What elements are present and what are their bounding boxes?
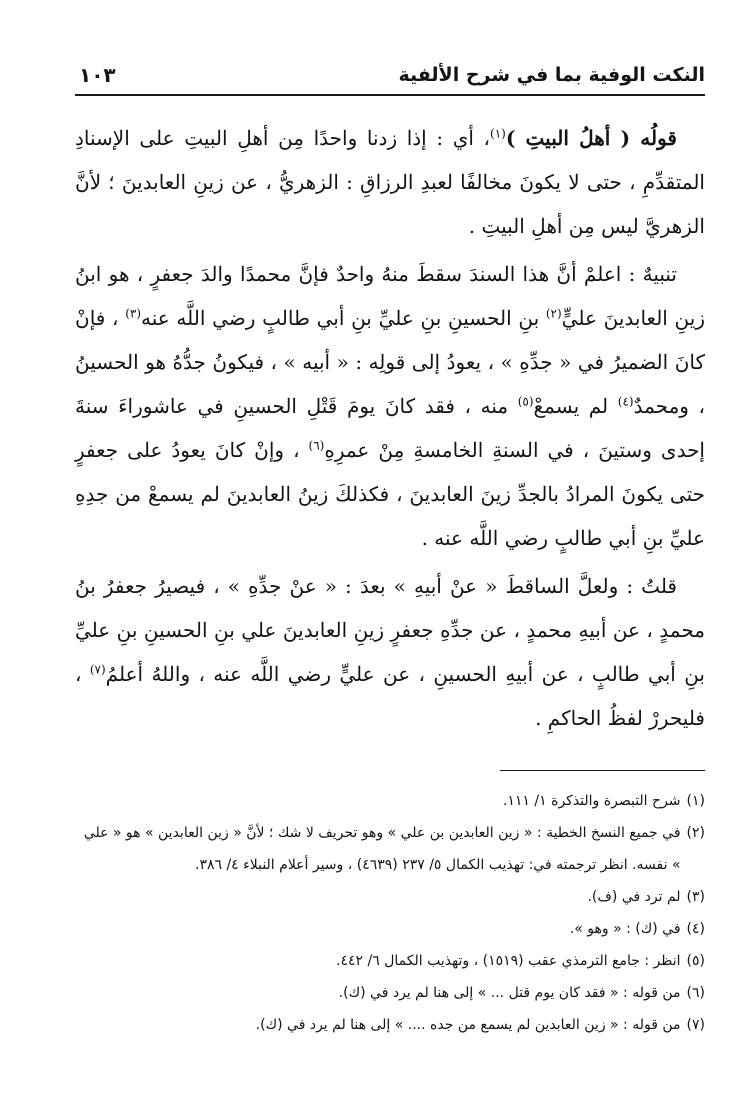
paragraph-text: تنبيهٌ : اعلمْ أنَّ هذا السندَ سقطَ منهُ واحدٌ فإنَّ محمدًا والدَ جعفرٍ ، هو ابنُ زينِ العابدينَ عليٍّ — [75, 262, 705, 330]
footnote-number: (٤) — [686, 921, 705, 937]
footnote-divider — [500, 770, 705, 771]
book-page — [75, 56, 705, 1041]
footnote — [75, 817, 705, 881]
main-text — [75, 116, 705, 740]
footnote-ref: (٢) — [545, 306, 562, 321]
paragraph — [75, 116, 705, 248]
footnote-number: (٦) — [686, 985, 705, 1001]
footnote-ref: (٣) — [125, 306, 142, 321]
footnote — [75, 1009, 705, 1041]
footnote-ref: (١) — [490, 126, 506, 141]
paragraph-text: بنِ الحسينِ بنِ عليِّ بنِ أبي طالبٍ رضي اللَّه عنه — [141, 306, 546, 330]
paragraph — [75, 252, 705, 560]
footnote-ref: (٦) — [308, 438, 325, 453]
footnote — [75, 913, 705, 945]
footnote — [75, 945, 705, 977]
paragraph-text: ، وإنْ كانَ يعودُ على جعفرٍ حتى يكونَ المرادُ بالجدِّ زينَ العابدينَ ، فكذلكَ زينُ العابدينَ لم يسمعْ من جدِهِ عليِّ بنِ أبي طالبٍ رضي اللَّه عنه . — [75, 438, 705, 550]
footnote-text: من قوله : « زين العابدين لم يسمع من جده .... » إلى هنا لم يرد في (ك). — [255, 1017, 681, 1033]
footnote-number: (١) — [686, 793, 705, 809]
running-title: النكت الوفية بما في شرح الألفية — [398, 64, 705, 86]
running-header — [75, 56, 705, 96]
footnote-text: شرح التبصرة والتذكرة ١/ ١١١. — [502, 793, 681, 809]
page-number: ١٠٣ — [79, 63, 116, 87]
paragraph-text: ، فليحررْ لفظُ الحاكمِ . — [75, 662, 705, 730]
footnote-number: (٣) — [686, 889, 705, 905]
footnotes — [75, 785, 705, 1041]
footnote-ref: (٧) — [89, 662, 106, 677]
footnote-number: (٧) — [686, 1017, 705, 1033]
paragraph-text: ، فإنْ كانَ الضميرُ في « جدِّهِ » ، يعودُ إلى قولِه : « أبيه » ، فيكونُ جدُّهُ هو الحسينُ ، ومحمدٌ — [75, 306, 706, 418]
footnote-text: في جميع النسخ الخطية : « زين العابدين بن علي » وهو تحريف لا شك ؛ لأنَّ « زين العابدين » هو « علي » نفسه. انظر ترجمته في: تهذيب الكمال ٥/ ٢٣٧ (٤٦٣٩) ، وسير أعلام النبلاء ٤/ ٣٨٦. — [83, 825, 681, 873]
footnote-ref: (٥) — [517, 394, 534, 409]
footnote-text: انظر : جامع الترمذي عقب (١٥١٩) ، وتهذيب الكمال ٦/ ٤٤٢. — [336, 953, 681, 969]
footnote-number: (٢) — [686, 825, 705, 841]
lemma-heading: قولُه ( أهلُ البيتِ ) — [505, 126, 677, 150]
footnote — [75, 881, 705, 913]
paragraph-text: لم يسمعْ — [533, 394, 618, 418]
paragraph — [75, 564, 705, 740]
footnote-ref: (٤) — [617, 394, 634, 409]
footnote-text: من قوله : « فقد كان يوم قتل ... » إلى هنا لم يرد في (ك). — [338, 985, 681, 1001]
footnote-number: (٥) — [686, 953, 705, 969]
footnote-text: لم ترد في (ف). — [587, 889, 681, 905]
paragraph-text: ، أي : إذا زدنا واحدًا مِن أهلِ البيتِ على الإسنادِ المتقدِّمِ ، حتى لا يكونَ مخالفًا لعبدِ الرزاقِ : الزهريُّ ، عن زينِ العابدينَ ؛ لأنَّ الزهريَّ ليس مِن أهلِ البيتِ . — [75, 126, 705, 238]
footnote-text: في (ك) : « وهو ». — [569, 921, 681, 937]
footnote — [75, 977, 705, 1009]
footnote — [75, 785, 705, 817]
paragraph-text: منه ، فقد كانَ يومَ قَتْلِ الحسينِ في عاشوراءَ سنةَ إحدى وستينَ ، في السنةِ الخامسةِ مِنْ عمرِهِ — [75, 394, 705, 462]
paragraph-text: قلتُ : ولعلَّ الساقطَ « عنْ أبيهِ » بعدَ : « عنْ جدِّهِ » ، فيصيرُ جعفرُ بنُ محمدٍ ، عن أبيهِ محمدٍ ، عن جدِّهِ جعفرٍ زينِ العابدينَ علي بنِ الحسينِ بنِ عليِّ بنِ أبي طالبٍ ، عن أبيهِ الحسينِ ، عن عليٍّ رضي اللَّه عنه ، واللهُ أعلمُ — [75, 574, 705, 686]
